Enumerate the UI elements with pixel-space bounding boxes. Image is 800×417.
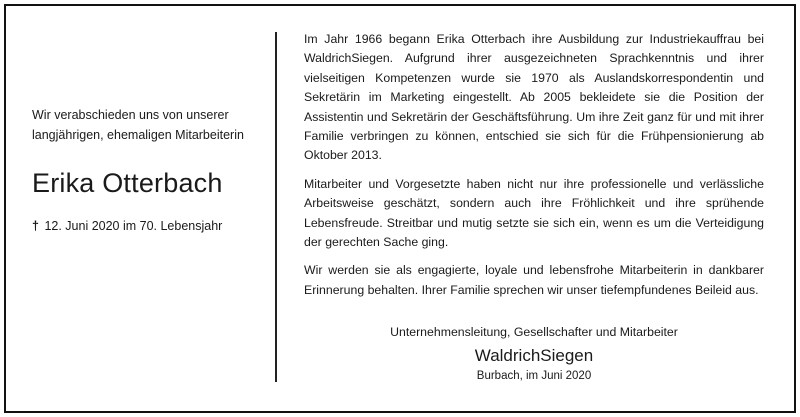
paragraph-career: Im Jahr 1966 begann Erika Otterbach ihre Ausbildung zur Industriekauffrau bei WaldrichSiegen. Aufgrund ihrer ausgezeichneten Sprachkenntnis und ihrer vielseitigen Kompetenzen wurde sie 1970 als Auslandskorrespondentin und Sekretärin im Marketing eingestellt. Ab 2005 bekleidete sie die Position der Assistentin und Sekretärin der Geschäftsführung. Um ihre Zeit ganz für und mit ihrer Familie verbringen zu können, entschied sie sich für die Frühpensionierung ab Oktober 2013. bbox=[304, 32, 764, 163]
place-date: Burbach, im Juni 2020 bbox=[476, 370, 592, 382]
signatory-line: Unternehmensleitung, Gesellschafter und Mitarbeiter bbox=[390, 325, 678, 339]
vertical-divider bbox=[275, 32, 277, 382]
cross-icon: † bbox=[32, 219, 39, 233]
right-column bbox=[304, 30, 764, 309]
company-name: WaldrichSiegen bbox=[474, 346, 594, 365]
paragraph-appreciation: Mitarbeiter und Vorgesetzte haben nicht nur ihre professionelle und verlässliche Arbeitsweise geschätzt, sondern auch ihre Fröhlichkeit und ihre sprühende Lebensfreude. Streitbar und mutig setzte sie sich ein, wenn es um die Verteidigung der gerechten Sache ging. bbox=[304, 176, 764, 250]
intro-text bbox=[32, 105, 268, 145]
intro-line-2: langjährigen, ehemaligen Mitarbeiterin bbox=[32, 128, 244, 142]
deceased-name: Erika Otterbach bbox=[32, 168, 223, 198]
intro-line-1: Wir verabschieden uns von unserer bbox=[32, 108, 229, 122]
signature-block bbox=[304, 323, 764, 384]
paragraph-condolence: Wir werden sie als engagierte, loyale und lebensfrohe Mitarbeiterin in dankbarer Erinnerung behalten. Ihrer Familie sprechen wir unser tiefempfundenes Beileid aus. bbox=[304, 263, 764, 297]
death-date-text: 12. Juni 2020 im 70. Lebensjahr bbox=[44, 219, 223, 233]
death-date-line bbox=[32, 217, 268, 235]
left-column bbox=[32, 105, 268, 235]
